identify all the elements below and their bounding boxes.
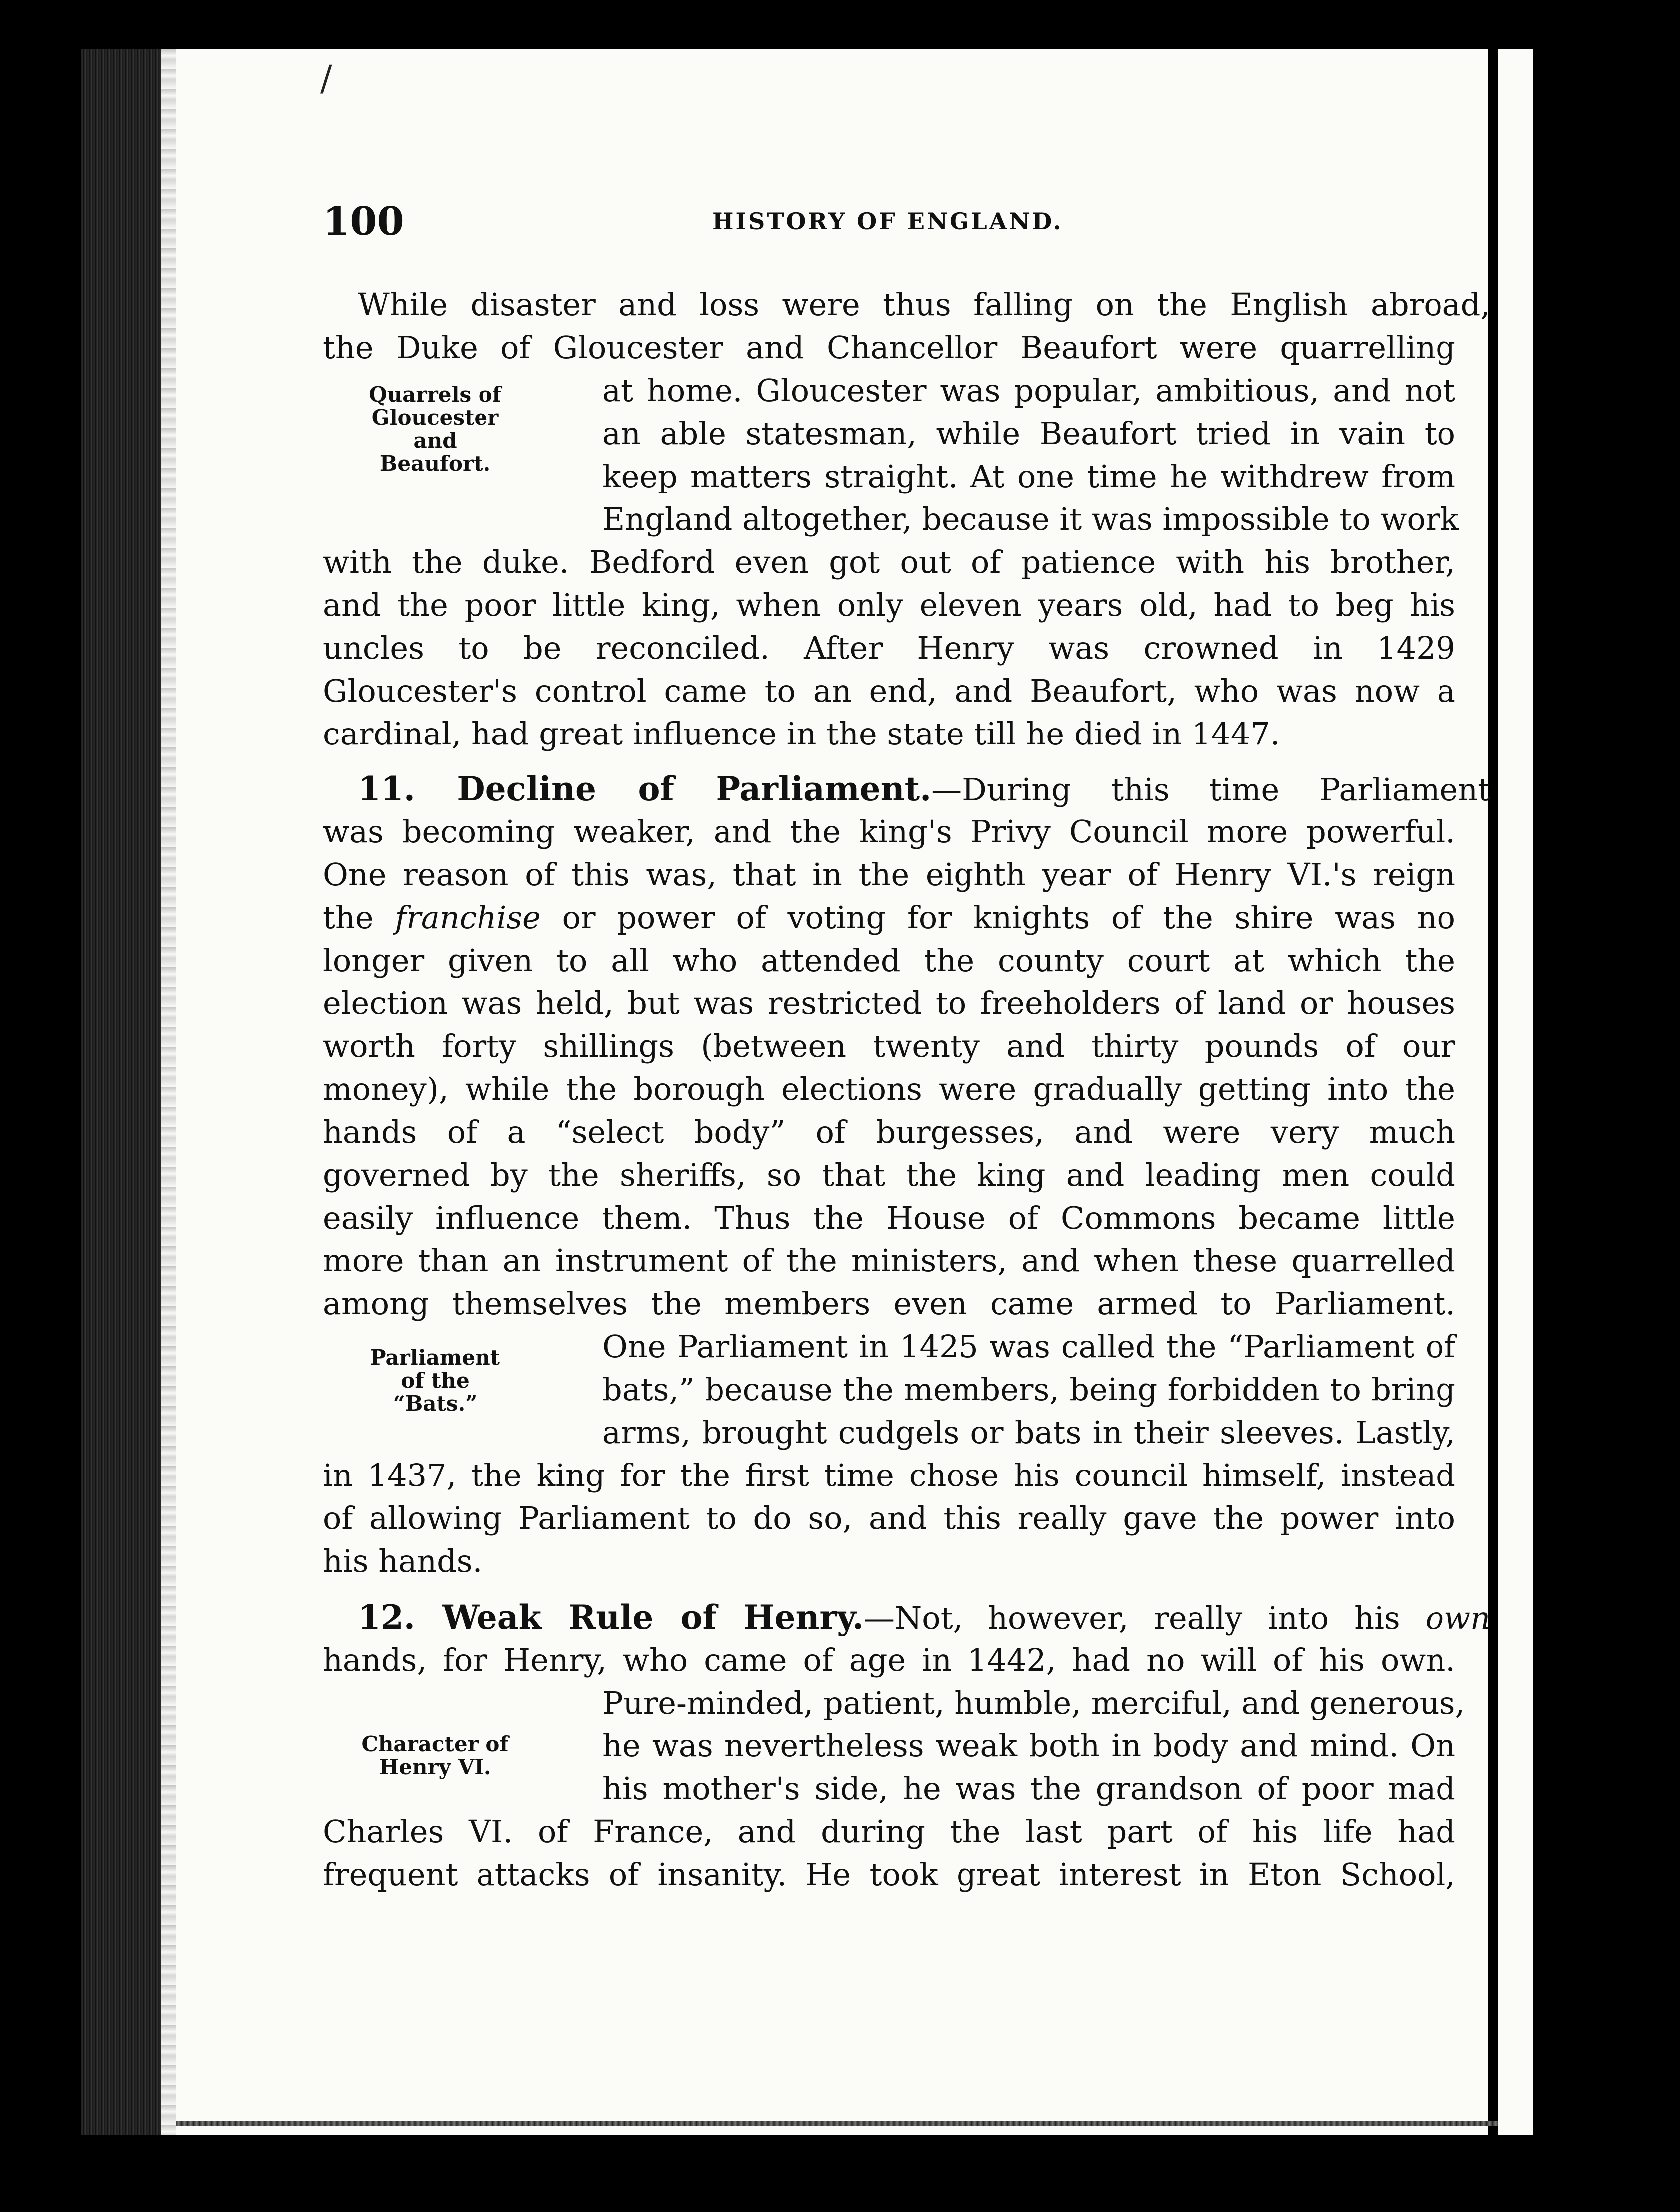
section-12-line-2: hands, for Henry, who came of age in 1442, had no will of his own. — [323, 1642, 1455, 1678]
side-note-line: Gloucester — [371, 405, 499, 430]
section-11-line-16: arms, brought cudgels or bats in their sleeves. Lastly, — [602, 1414, 1455, 1451]
running-head: HISTORY OF ENGLAND. — [712, 208, 1063, 235]
section-11-line-1-rest: —During this time Parliament — [931, 771, 1490, 808]
para1-line-1: While disaster and loss were thus falling on the English abroad, — [358, 286, 1490, 323]
section-12-own: own — [1425, 1600, 1490, 1636]
page-binding-shadow — [81, 49, 161, 2135]
para1-line-2: the Duke of Gloucester and Chancellor Beaufort were quarrelling — [323, 329, 1455, 366]
section-12-line-1-rest: —Not, however, really into his — [864, 1600, 1400, 1636]
pencil-mark-icon: / — [320, 58, 332, 99]
section-12-line-5: his mother's side, he was the grandson of poor mad — [602, 1770, 1455, 1807]
next-page-edge — [1488, 49, 1533, 2135]
side-note-line: “Bats.” — [393, 1391, 478, 1416]
section-11-line-10: governed by the sheriffs, so that the king and leading men could — [323, 1157, 1455, 1193]
side-note-line: Character of — [361, 1732, 509, 1756]
page-number: 100 — [323, 199, 404, 244]
side-note-line: Henry VI. — [379, 1755, 491, 1779]
section-11-line-14: One Parliament in 1425 was called the “Parliament of — [602, 1328, 1455, 1365]
side-note-line: Quarrels of — [369, 382, 501, 407]
para1-line-6: England altogether, because it was impossible to work — [602, 501, 1459, 537]
para1-line-5: keep matters straight. At one time he withdrew from — [602, 458, 1455, 494]
franchise-pre: the — [323, 899, 374, 936]
section-11-line-15: bats,” because the members, being forbidden to bring — [602, 1371, 1455, 1408]
section-11-line-6: election was held, but was restricted to freeholders of land or houses — [323, 985, 1455, 1021]
para1-line-8: and the poor little king, when only eleven years old, had to beg his — [323, 587, 1455, 623]
section-11-line-18: of allowing Parliament to do so, and this really gave the power into — [323, 1500, 1455, 1536]
section-12-line-4: he was nevertheless weak both in body and mind. On — [602, 1727, 1455, 1764]
page-header — [323, 199, 1455, 248]
side-note-line: of the — [401, 1368, 470, 1393]
para1-line-4: an able statesman, while Beaufort tried in vain to — [602, 415, 1455, 452]
para1-line-10: Gloucester's control came to an end, and Beaufort, who was now a — [323, 673, 1455, 709]
section-11-line-8: money), while the borough elections were gradually getting into the — [323, 1071, 1455, 1107]
section-11-line-17: in 1437, the king for the first time chose his council himself, instead — [323, 1457, 1455, 1493]
section-11-line-9: hands of a “select body” of burgesses, and were very much — [323, 1114, 1455, 1150]
section-12-line-3: Pure-minded, patient, humble, merciful, and generous, — [602, 1685, 1465, 1721]
side-note-parliament-bats — [360, 1346, 510, 1415]
side-note-line: Parliament — [370, 1345, 500, 1370]
section-11-line-4 — [323, 896, 1455, 939]
section-11-line-2: was becoming weaker, and the king's Privy Council more powerful. — [323, 813, 1455, 850]
section-11-line-1 — [323, 767, 1490, 811]
section-12-line-7: frequent attacks of insanity. He took great interest in Eton School, — [323, 1856, 1455, 1893]
section-11-line-13: among themselves the members even came armed to Parliament. — [323, 1285, 1455, 1322]
page-binding-edge — [161, 49, 176, 2135]
franchise-post: or power of voting for knights of the shire was no — [562, 899, 1455, 936]
para1-line-9: uncles to be reconciled. After Henry was crowned in 1429 — [323, 630, 1455, 666]
side-note-quarrels — [360, 383, 510, 475]
section-11-line-3: One reason of this was, that in the eighth year of Henry VI.'s reign — [323, 856, 1455, 893]
side-note-line: and — [413, 428, 457, 453]
side-note-line: Beaufort. — [379, 451, 491, 476]
franchise-term: franchise — [395, 899, 541, 936]
book-page — [81, 49, 1533, 2135]
section-11-heading: 11. Decline of Parliament. — [358, 769, 932, 808]
section-11-line-5: longer given to all who attended the county court at which the — [323, 942, 1455, 979]
para1-line-7: with the duke. Bedford even got out of patience with his brother, — [323, 544, 1455, 580]
section-12-line-6: Charles VI. of France, and during the last part of his life had — [323, 1813, 1455, 1850]
section-12-line-1 — [323, 1596, 1490, 1640]
section-11-line-12: more than an instrument of the ministers, and when these quarrelled — [323, 1242, 1455, 1279]
section-11-line-19: his hands. — [323, 1543, 482, 1579]
para1-line-11: cardinal, had great influence in the state till he died in 1447. — [323, 716, 1280, 752]
page-bottom-edge — [176, 2121, 1498, 2126]
side-note-character — [360, 1733, 510, 1779]
section-11-line-7: worth forty shillings (between twenty and thirty pounds of our — [323, 1028, 1455, 1064]
para1-line-3: at home. Gloucester was popular, ambitious, and not — [602, 372, 1455, 409]
section-11-line-11: easily influence them. Thus the House of Commons became little — [323, 1200, 1455, 1236]
section-12-heading: 12. Weak Rule of Henry. — [358, 1598, 864, 1637]
